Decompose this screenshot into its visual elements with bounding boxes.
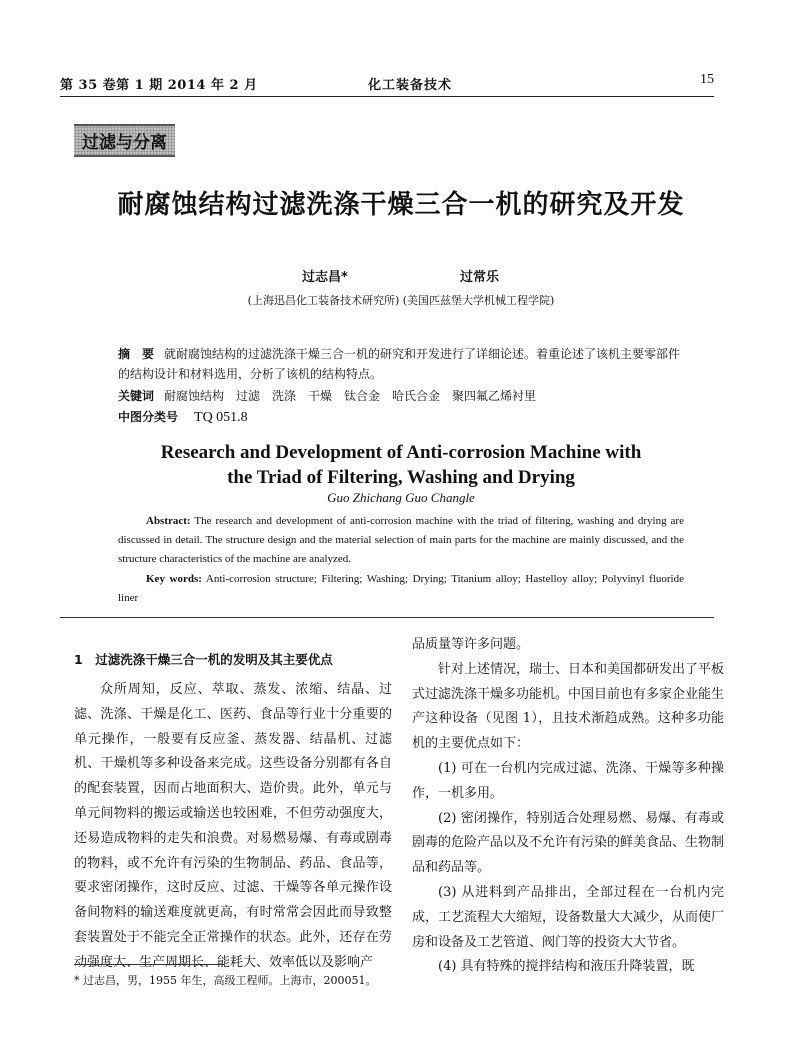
title-chinese: 耐腐蚀结构过滤洗涤干燥三合一机的研究及开发 — [117, 190, 685, 220]
abstract-cn-label: 摘 要 — [118, 347, 155, 361]
author-footnote: * 过志昌，男，1955 年生，高级工程师。上海市，200051。 — [74, 974, 377, 987]
abstract-chinese — [118, 344, 684, 384]
title-en-line-1: Research and Development of Anti-corrosion Machine with — [160, 442, 642, 463]
affiliations: (上海迅昌化工装备技术研究所) (美国匹兹堡大学机械工程学院) — [247, 294, 555, 307]
classification-code — [118, 407, 684, 428]
journal-issue: 第 35 卷第 1 期 2014 年 2 月 — [60, 78, 258, 93]
keywords-english — [118, 570, 684, 608]
keywords-en-label: Key words: — [146, 573, 202, 585]
footnote-rule — [74, 964, 224, 965]
abstract-en-text: The research and development of anti-corrosion machine with the triad of filtering, washing and drying are discussed in detail. The structure design and the material selection of main parts for the machine are mainly discussed, and the structure characteristics of the machine are analyzed. — [118, 515, 684, 565]
author-2: 过常乐 — [460, 270, 500, 285]
abstract-cn-text: 就耐腐蚀结构的过滤洗涤干燥三合一机的研究和开发进行了详细论述。着重论述了该机主要零部件的结构设计和材料选用，分析了该机的结构特点。 — [118, 347, 681, 381]
keywords-cn-label: 关键词 — [118, 389, 155, 403]
header-rule — [60, 96, 714, 97]
title-english — [0, 440, 802, 490]
title-en-line-2: the Triad of Filtering, Washing and Drying — [227, 467, 575, 488]
advantage-item-4: (4) 具有特殊的搅拌结构和液压升降装置，既 — [438, 959, 695, 975]
paragraph-continuation: 品质量等许多问题。 — [412, 637, 530, 652]
advantage-item-3: (3) 从进料到产品排出，全部过程在一台机内完成，工艺流程大大缩短，设备数量大大减少，从而使厂房和设备及工艺管道、阀门等的投资大大节省。 — [412, 884, 725, 950]
advantage-item-2: (2) 密闭操作，特别适合处理易燃、易爆、有毒或剧毒的危险产品以及不允许有污染的鲜美食品、生物制品和药品等。 — [412, 810, 725, 876]
section-1-heading: 1 过滤洗涤干燥三合一机的发明及其主要优点 — [74, 652, 333, 667]
paragraph: 针对上述情况，瑞士、日本和美国都研发出了平板式过滤洗涤干燥多功能机。中国目前也有多家企业能生产这种设备（见图 1），且技术渐趋成熟。这种多功能机的主要优点如下： — [412, 661, 725, 752]
clc-code: TQ 051.8 — [194, 410, 248, 425]
keywords-cn-text: 耐腐蚀结构 过滤 洗涤 干燥 钛合金 哈氏合金 聚四氟乙烯衬里 — [164, 389, 537, 403]
keywords-en-text: Anti-corrosion structure; Filtering; Washing; Drying; Titanium alloy; Hastelloy alloy; Polyvinyl fluoride liner — [118, 573, 684, 604]
abstract-en-label: Abstract: — [146, 515, 191, 527]
left-column-body — [74, 678, 392, 976]
author-1: 过志昌* — [302, 270, 348, 285]
section-separator — [60, 617, 714, 618]
advantage-item-1: (1) 可在一台机内完成过滤、洗涤、干燥等多种操作，一机多用。 — [412, 760, 724, 801]
clc-label: 中图分类号 — [118, 410, 179, 424]
page-number: 15 — [700, 72, 714, 87]
right-column-body — [412, 633, 724, 980]
keywords-chinese — [118, 386, 684, 406]
journal-name: 化工装备技术 — [368, 78, 453, 93]
abstract-english — [118, 512, 684, 569]
column-tag: 过滤与分离 — [74, 124, 175, 157]
paragraph: 众所周知，反应、萃取、蒸发、浓缩、结晶、过滤、洗涤、干燥是化工、医药、食品等行业十分重要的单元操作，一般要有反应釜、蒸发器、结晶机、过滤机、干燥机等多种设备来完成。这些设备分别都有各自的配套装置，因而占地面积大、造价贵。此外，单元与单元间物料的搬运或输送也较困难，不但劳动强度大，还易造成物料的走失和浪费。对易燃易爆、有毒或剧毒的物料，或不允许有污染的生物制品、药品、食品等，要求密闭操作，这时反应、过滤、干燥等各单元操作设备间物料的输送难度就更高，有时常常会因此而导致整套装置处于不能完全正常操作的状态。此外，还存在劳动强度大、生产周期长、能耗大、效率低以及影响产 — [74, 682, 392, 970]
authors-english: Guo Zhichang Guo Changle — [327, 490, 475, 505]
